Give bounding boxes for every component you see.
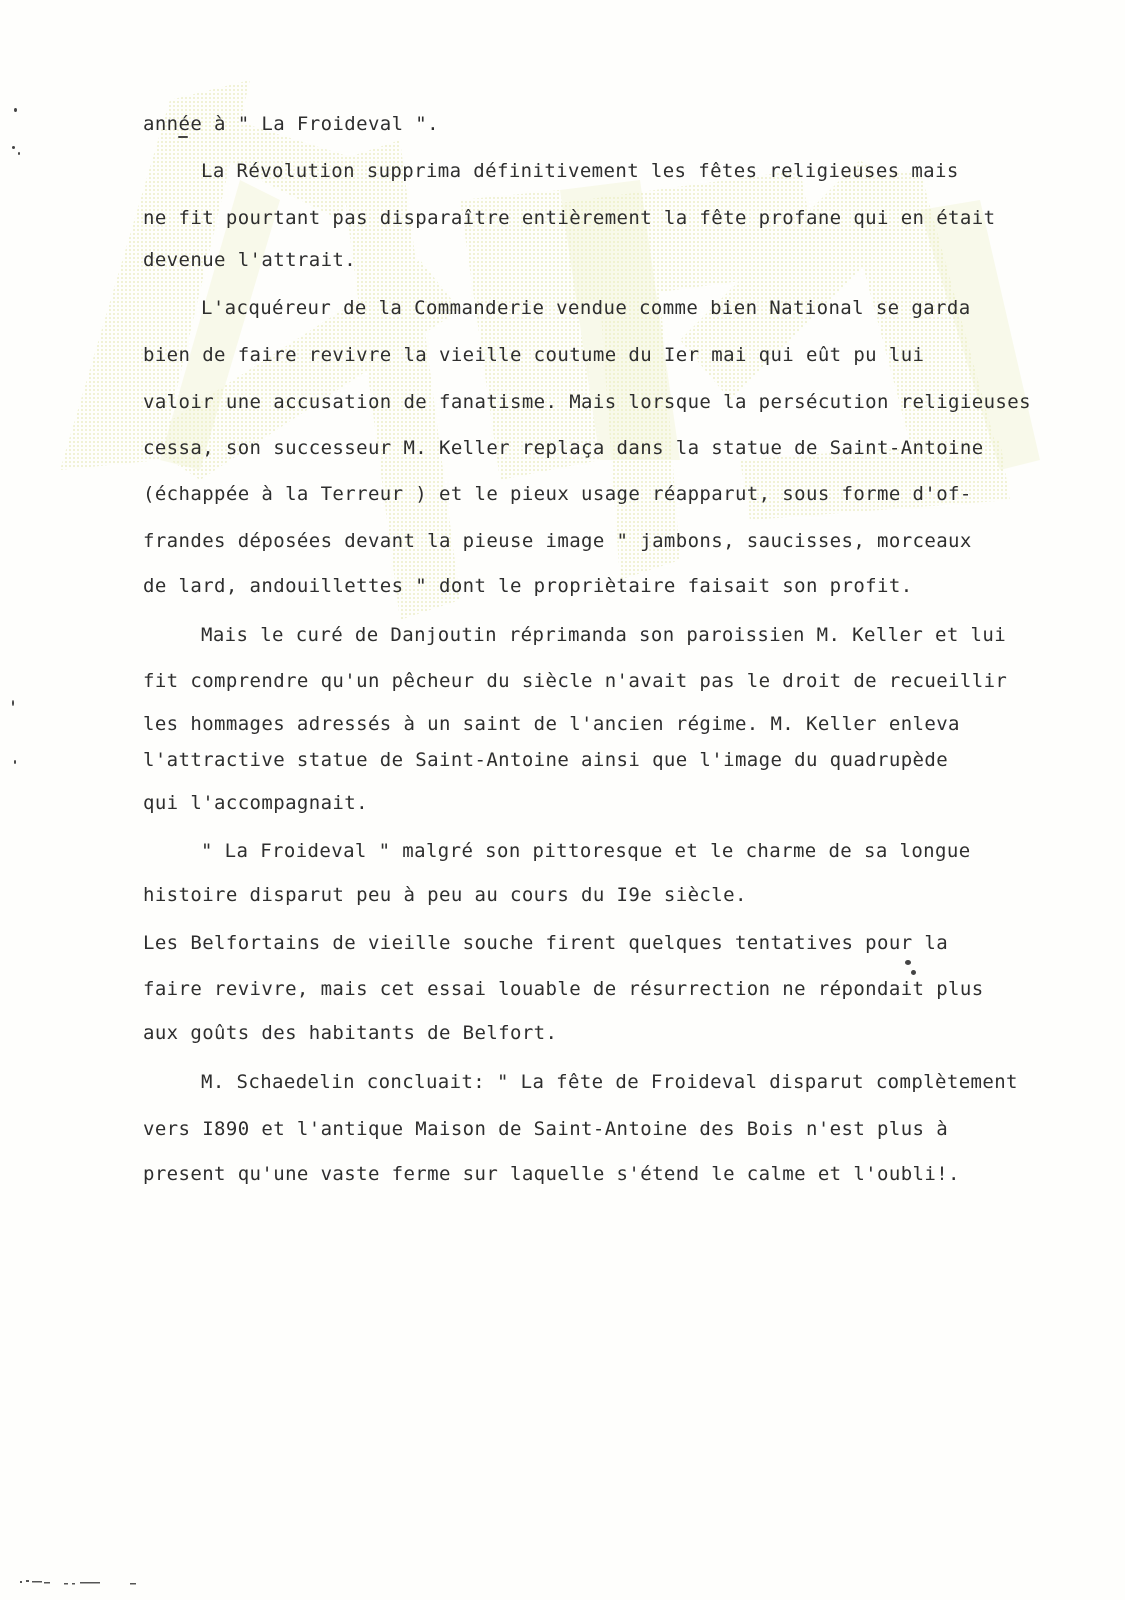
text-line: vers I890 et l'antique Maison de Saint-Antoine des Bois n'est plus à <box>143 1118 949 1140</box>
text-line: valoir une accusation de fanatisme. Mais lorsque la persécution religieuses <box>143 391 1031 413</box>
text-line: fit comprendre qu'un pêcheur du siècle n'avait pas le droit de recueillir <box>143 670 1008 692</box>
text-line: frandes déposées devant la pieuse image " jambons, saucisses, morceaux <box>143 530 972 552</box>
text-line: present qu'une vaste ferme sur laquelle s'étend le calme et l'oubli!. <box>143 1163 960 1185</box>
text-line: La Révolution supprima définitivement les fêtes religieuses mais <box>201 160 959 182</box>
text-line: (échappée à la Terreur ) et le pieux usage réapparut, sous forme d'of- <box>143 483 972 505</box>
text-line: L'acquéreur de la Commanderie vendue comme bien National se garda <box>201 297 971 319</box>
text-line: les hommages adressés à un saint de l'ancien régime. M. Keller enleva <box>143 713 960 735</box>
text-line: cessa, son successeur M. Keller replaça dans la statue de Saint-Antoine <box>143 437 984 459</box>
text-line: ne fit pourtant pas disparaître entièrement la fête profane qui en était <box>143 207 996 229</box>
text-line: histoire disparut peu à peu au cours du I9e siècle. <box>143 884 747 906</box>
text-line: l'attractive statue de Saint-Antoine ainsi que l'image du quadrupède <box>143 749 949 771</box>
text-line: bien de faire revivre la vieille coutume du Ier mai qui eût pu lui <box>143 344 925 366</box>
text-line: M. Schaedelin concluait: " La fête de Froideval disparut complètement <box>201 1071 1018 1093</box>
text-line: aux goûts des habitants de Belfort. <box>143 1022 558 1044</box>
text-line: année à " La Froideval ". <box>143 113 439 135</box>
text-line: faire revivre, mais cet essai louable de résurrection ne répondait plus <box>143 978 984 1000</box>
text-line: devenue l'attrait. <box>143 249 357 271</box>
text-line: " La Froideval " malgré son pittoresque et le charme de sa longue <box>201 840 971 862</box>
text-line: qui l'accompagnait. <box>143 792 368 814</box>
text-line: de lard, andouillettes " dont le propriètaire faisait son profit. <box>143 575 913 597</box>
text-line: Mais le curé de Danjoutin réprimanda son paroissien M. Keller et lui <box>201 624 1007 646</box>
text-line: Les Belfortains de vieille souche firent quelques tentatives pour la <box>143 932 949 954</box>
